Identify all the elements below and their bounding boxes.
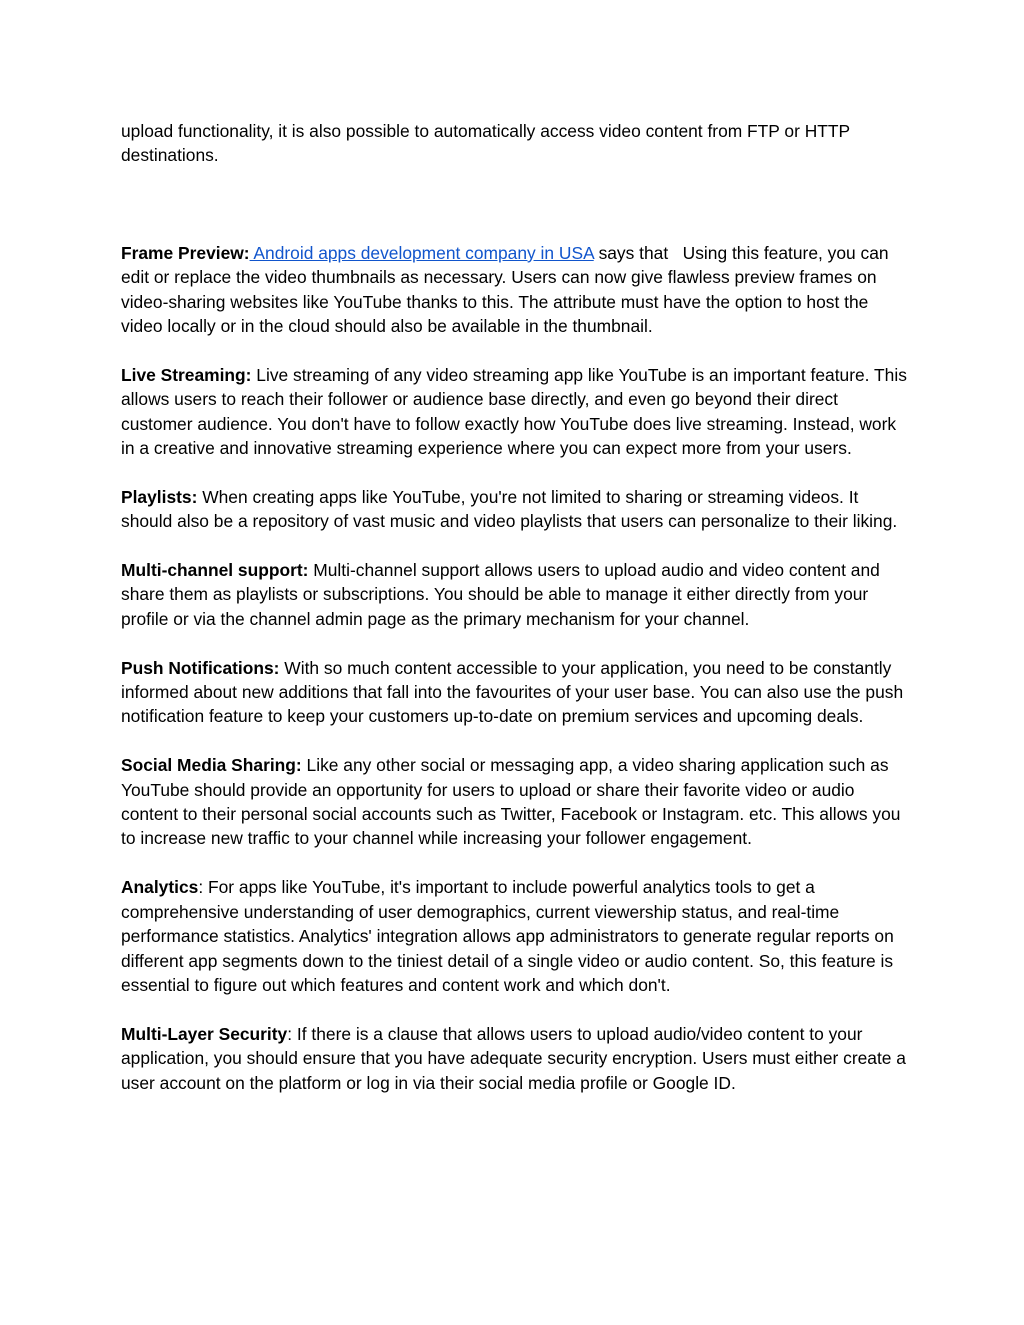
push-notifications-term: Push Notifications: [121, 657, 280, 678]
analytics-term: Analytics [121, 877, 199, 898]
document-body [121, 119, 911, 1119]
multi-channel-paragraph [121, 558, 911, 631]
security-text: : If there is a clause that allows users to upload audio/video content to your application, you should ensure that you have adequate security encryption. Users must either create a user account on the platform or log in via their social media profile or Google ID. [121, 1023, 906, 1093]
multi-channel-text: Multi-channel support allows users to upload audio and video content and share them as playlists or subscriptions. You should be able to manage it either directly from your profile or via the channel admin page as the primary mechanism for your channel. [121, 560, 880, 629]
social-media-paragraph [121, 753, 911, 851]
live-streaming-text: Live streaming of any video streaming app like YouTube is an important feature. This allows users to reach their follower or audience base directly, and even go beyond their direct customer audience. You don't have to follow exactly how YouTube does live streaming. Instead, work in a creative and innovative streaming experience where you can expect more from your users. [121, 364, 907, 459]
security-paragraph [121, 1022, 911, 1095]
social-media-text: Like any other social or messaging app, a video sharing application such as YouTube should provide an opportunity for users to upload or share their favorite video or audio content to their personal social accounts such as Twitter, Facebook or Instagram. etc. This allows you to increase new traffic to your channel while increasing your follower engagement. [121, 755, 901, 849]
frame-preview-text: says that Using this feature, you can edit or replace the video thumbnails as necessary. Users can now give flawless preview frames on video-sharing websites like YouTube thanks to this. The attribute must have the option to host the video locally or in the cloud should also be available in the thumbnail. [121, 242, 894, 337]
analytics-text: : For apps like YouTube, it's important to include powerful analytics tools to get a comprehensive understanding of user demographics, current viewership status, and real-time performance statistics. Analytics' integration allows app administrators to generate regular reports on different app segments down to the tiniest detail of a single video or audio content. So, this feature is essential to figure out which features and content work and which don't. [121, 877, 894, 995]
analytics-paragraph [121, 875, 911, 997]
frame-preview-term: Frame Preview: [121, 242, 250, 263]
social-media-term: Social Media Sharing: [121, 755, 302, 776]
push-notifications-paragraph [121, 656, 911, 729]
playlists-text: When creating apps like YouTube, you're not limited to sharing or streaming videos. It should also be a repository of vast music and video playlists that users can personalize to their liking. [121, 486, 898, 532]
push-notifications-text: With so much content accessible to your application, you need to be constantly informed about new additions that fall into the favourites of your user base. You can also use the push notification feature to keep your customers up-to-date on premium services and upcoming deals. [121, 657, 904, 727]
live-streaming-paragraph [121, 363, 911, 461]
frame-preview-paragraph [121, 241, 911, 339]
security-term: Multi-Layer Security [121, 1023, 288, 1044]
intro-text: upload functionality, it is also possible to automatically access video content from FTP or HTTP destinations. [121, 121, 850, 166]
intro-paragraph [121, 119, 911, 168]
live-streaming-term: Live Streaming: [121, 364, 252, 385]
android-apps-link[interactable]: Android apps development company in USA [249, 242, 594, 263]
playlists-paragraph [121, 485, 911, 534]
multi-channel-term: Multi-channel support: [121, 560, 309, 581]
playlists-term: Playlists: [121, 486, 198, 507]
